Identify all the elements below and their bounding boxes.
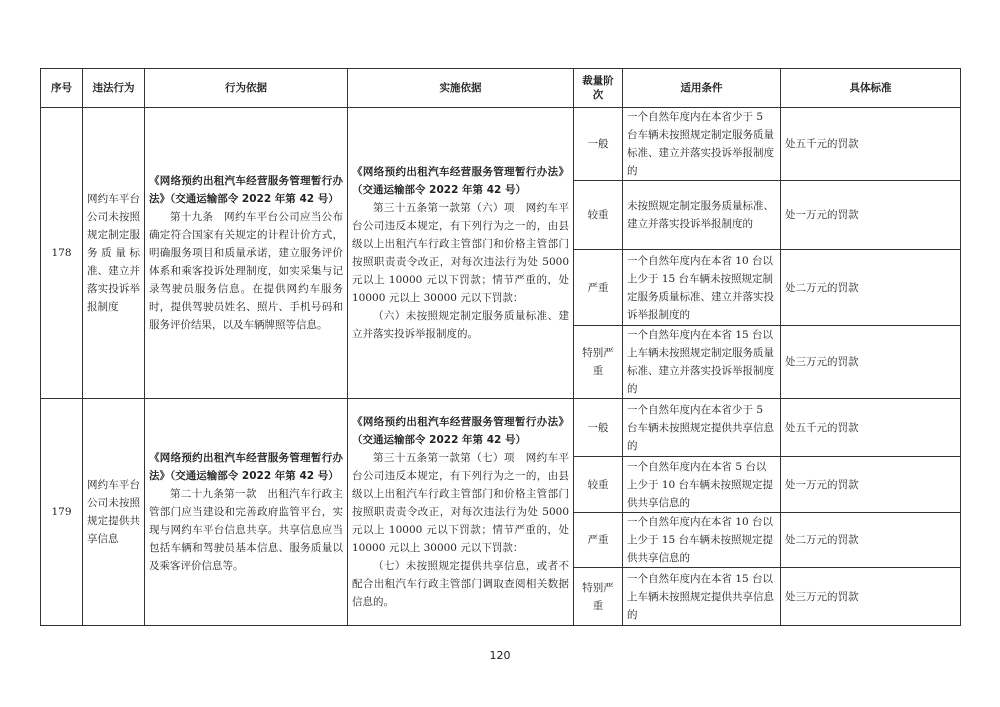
impl-cell [348, 108, 574, 399]
seq-cell: 178 [41, 108, 83, 399]
degree-cell: 特别严重 [574, 568, 623, 626]
degree-cell: 一般 [574, 399, 623, 457]
basis-article-text: 第二十九条第一款 出租汽车行政主管部门应当建设和完善政府监管平台，实现与网约车平台信息共享。共享信息应当包括车辆和驾驶员基本信息、服务质量以及乘客评价信息等。 [149, 488, 343, 572]
header-seq: 序号 [41, 69, 83, 108]
condition-cell: 一个自然年度内在本省 10 台以上少于 15 台车辆未按照规定提供共享信息的 [623, 513, 781, 568]
header-condition: 适用条件 [623, 69, 781, 108]
condition-cell: 一个自然年度内在本省少于 5 台车辆未按照规定提供共享信息的 [623, 399, 781, 457]
header-degree: 裁量阶次 [574, 69, 623, 108]
impl-item-text: （七）未按照规定提供共享信息，或者不配合出租汽车行政主管部门调取查阅相关数据信息的。 [352, 560, 569, 608]
standard-cell: 处一万元的罚款 [781, 457, 961, 513]
seq-cell: 179 [41, 399, 83, 626]
condition-cell: 一个自然年度内在本省少于 5 台车辆未按照规定制定服务质量标准、建立并落实投诉举报制度的 [623, 108, 781, 181]
standard-cell: 处二万元的罚款 [781, 250, 961, 326]
violation-cell: 网约车平台公司未按照规定制定服务质量标准、建立并落实投诉举报制度 [83, 108, 145, 399]
header-impl: 实施依据 [348, 69, 574, 108]
degree-cell: 一般 [574, 108, 623, 181]
condition-cell: 一个自然年度内在本省 10 台以上少于 15 台车辆未按照规定制定服务质量标准、建立并落实投诉举报制度的 [623, 250, 781, 326]
condition-cell: 一个自然年度内在本省 5 台以上少于 10 台车辆未按照规定提供共享信息的 [623, 457, 781, 513]
basis-cell [145, 399, 348, 626]
degree-cell: 特别严重 [574, 326, 623, 399]
degree-cell: 较重 [574, 181, 623, 250]
standard-cell: 处二万元的罚款 [781, 513, 961, 568]
standard-cell: 处五千元的罚款 [781, 108, 961, 181]
page-number: 120 [489, 649, 511, 662]
degree-cell: 严重 [574, 250, 623, 326]
basis-law-title: 《网络预约出租汽车经营服务管理暂行办法》（交通运输部令 2022 年第 42 号） [149, 175, 343, 205]
impl-cell [348, 399, 574, 626]
impl-article-text: 第三十五条第一款第（六）项 网约车平台公司违反本规定，有下列行为之一的，由县级以上出租汽车行政主管部门和价格主管部门按照职责责令改正，对每次违法行为处 5000 元以上 10000 元以下罚款；情节严重的，处 10000 元以上 30000 元以下罚款： [352, 202, 569, 304]
standard-cell: 处三万元的罚款 [781, 568, 961, 626]
standard-cell: 处一万元的罚款 [781, 181, 961, 250]
condition-cell: 一个自然年度内在本省 15 台以上车辆未按照规定提供共享信息的 [623, 568, 781, 626]
basis-law-title: 《网络预约出租汽车经营服务管理暂行办法》（交通运输部令 2022 年第 42 号） [149, 452, 343, 482]
impl-law-title: 《网络预约出租汽车经营服务管理暂行办法》（交通运输部令 2022 年第 42 号） [352, 166, 569, 196]
basis-article-text: 第十九条 网约车平台公司应当公布确定符合国家有关规定的计程计价方式，明确服务项目和质量承诺，建立服务评价体系和乘客投诉处理制度，如实采集与记录驾驶员服务信息。在提供网约车服务时，提供驾驶员姓名、照片、手机号码和服务评价结果，以及车辆牌照等信息。 [149, 211, 343, 331]
impl-item-text: （六）未按照规定制定服务质量标准、建立并落实投诉举报制度的。 [352, 310, 569, 340]
impl-article-text: 第三十五条第一款第（七）项 网约车平台公司违反本规定，有下列行为之一的，由县级以上出租汽车行政主管部门和价格主管部门按照职责责令改正，对每次违法行为处 5000 元以上 10000 元以下罚款；情节严重的，处 10000 元以上 30000 元以下罚款： [352, 452, 569, 554]
header-standard: 具体标准 [781, 69, 961, 108]
standard-cell: 处五千元的罚款 [781, 399, 961, 457]
basis-cell [145, 108, 348, 399]
table-header-row [41, 69, 961, 108]
degree-cell: 较重 [574, 457, 623, 513]
violation-cell: 网约车平台公司未按照规定提供共享信息 [83, 399, 145, 626]
impl-law-title: 《网络预约出租汽车经营服务管理暂行办法》（交通运输部令 2022 年第 42 号） [352, 416, 569, 446]
penalty-standard-table [40, 68, 961, 626]
standard-cell: 处三万元的罚款 [781, 326, 961, 399]
table-row [41, 108, 961, 181]
table-row [41, 399, 961, 457]
condition-cell: 一个自然年度内在本省 15 台以上车辆未按照规定制定服务质量标准、建立并落实投诉举报制度的 [623, 326, 781, 399]
degree-cell: 严重 [574, 513, 623, 568]
header-violation: 违法行为 [83, 69, 145, 108]
condition-cell: 未按照规定制定服务质量标准、建立并落实投诉举报制度的 [623, 181, 781, 250]
header-basis: 行为依据 [145, 69, 348, 108]
